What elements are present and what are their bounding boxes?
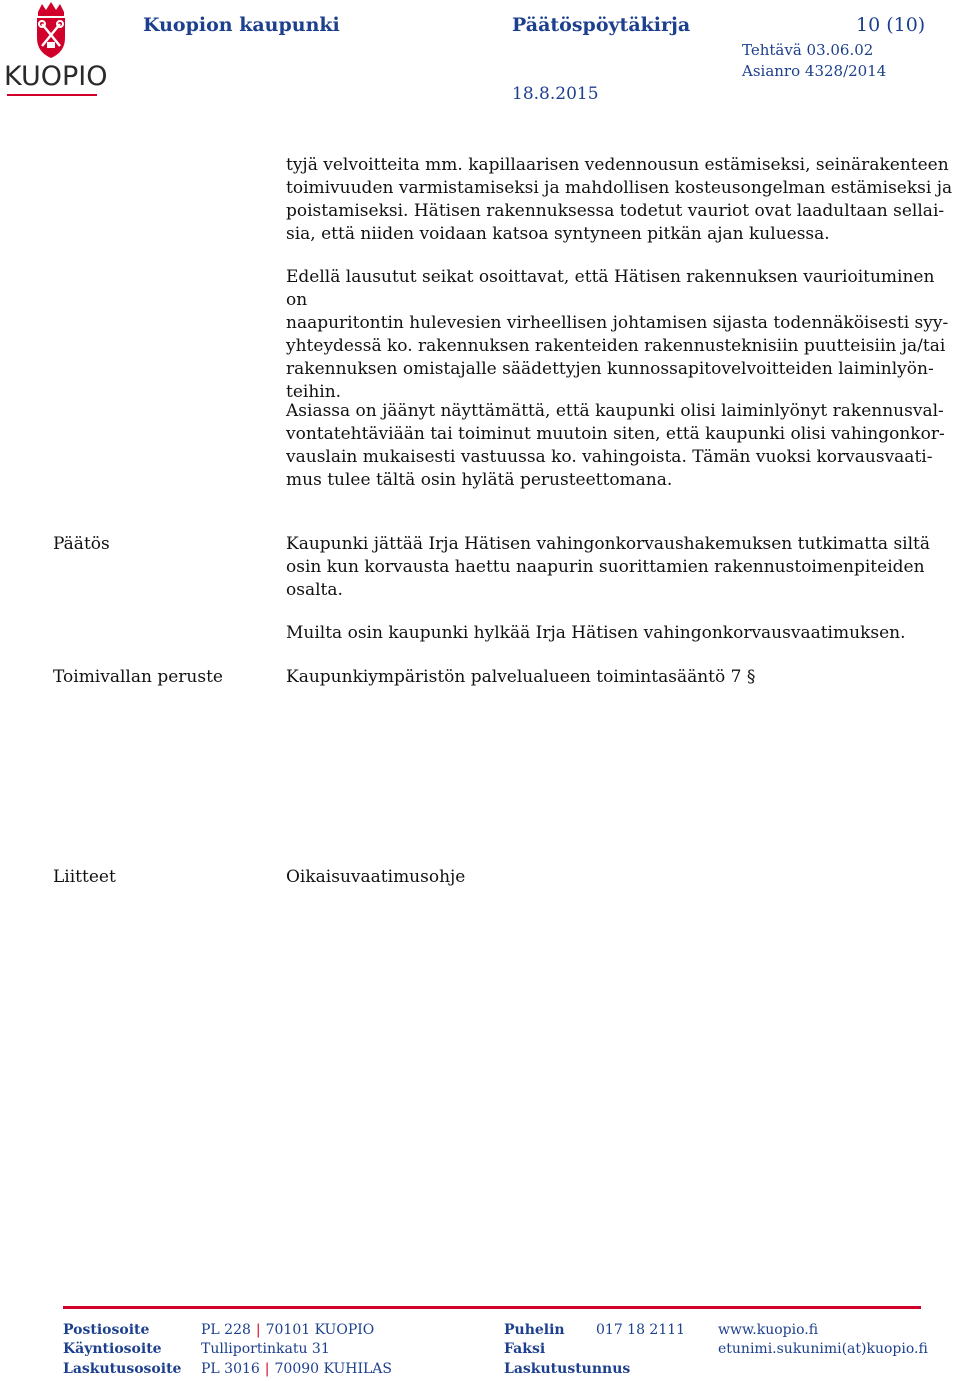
document-date: 18.8.2015 xyxy=(512,84,599,104)
footer-billing-city: 70090 KUHILAS xyxy=(274,1361,392,1377)
footer-postal-city: 70101 KUOPIO xyxy=(265,1322,375,1338)
kuopio-logo xyxy=(4,2,108,96)
authority-text: Kaupunkiympäristön palvelualueen toimintasääntö 7 § xyxy=(286,667,756,687)
coat-of-arms-icon xyxy=(34,2,68,60)
decision-label: Päätös xyxy=(53,534,110,554)
task-number: Tehtävä 03.06.02 xyxy=(742,41,874,59)
body-paragraph-1: tyjä velvoitteita mm. kapillaarisen vedennousun estämiseksi, seinärakenteen toimivuuden varmistamiseksi ja mahdollisen kosteusongelman estämiseksi ja poistamiseksi. Hätisen rakennuksessa todetut vauriot ovat laadultaan sellai- sia, että niiden voidaan katsoa syntyneen pitkän ajan kuluessa. xyxy=(286,155,953,244)
footer-billing-label: Laskutusosoite xyxy=(63,1361,182,1377)
footer-web-link[interactable]: www.kuopio.fi xyxy=(718,1322,819,1338)
case-number: Asianro 4328/2014 xyxy=(742,62,887,80)
footer-divider xyxy=(63,1306,921,1309)
footer-phone: 017 18 2111 xyxy=(596,1322,686,1338)
footer-visit-address: Tulliportinkatu 31 xyxy=(201,1341,330,1357)
decision-text-2: Muilta osin kaupunki hylkää Irja Hätisen vahingonkorvausvaatimuksen. xyxy=(286,623,906,643)
footer-separator: | xyxy=(255,1322,261,1338)
footer-billing-id-label: Laskutustunnus xyxy=(504,1361,631,1377)
attachments-text: Oikaisuvaatimusohje xyxy=(286,867,466,887)
body-paragraph-2: Edellä lausutut seikat osoittavat, että Hätisen rakennuksen vaurioituminen on naapuritontin hulevesien virheellisen johtamisen sijasta todennäköisesti syy- yhteydessä ko. rakennuksen rakenteiden rakennusteknisiin puutteisiin ja/tai rakennuksen omistajalle säädettyjen kunnossapitovelvoitteiden laiminlyön- teihin. xyxy=(286,267,949,402)
footer-email[interactable]: etunimi.sukunimi(at)kuopio.fi xyxy=(718,1341,928,1357)
logo-underline xyxy=(7,94,97,96)
footer-billing-address xyxy=(201,1360,392,1378)
body-paragraph-3: Asiassa on jäänyt näyttämättä, että kaupunki olisi laiminlyönyt rakennusval- vontatehtäviään tai toiminut muutoin siten, että kaupunki olisi vahingonkor- vauslain mukaisesti vastuussa ko. vahingoista. Tämän vuoksi korvausvaati- mus tulee tältä osin hylätä perusteettomana. xyxy=(286,401,945,490)
decision-text-1: Kaupunki jättää Irja Hätisen vahingonkorvaushakemuksen tutkimatta siltä osin kun korvausta haettu naapurin suorittamien rakennustoimenpiteiden osalta. xyxy=(286,534,931,600)
footer-fax-label: Faksi xyxy=(504,1341,546,1357)
attachments-label: Liitteet xyxy=(53,867,116,887)
authority-label: Toimivallan peruste xyxy=(53,667,223,687)
footer-billing-box: PL 3016 xyxy=(201,1361,260,1377)
footer-postal-address xyxy=(201,1321,374,1339)
footer-visit-label: Käyntiosoite xyxy=(63,1341,162,1357)
footer-phone-label: Puhelin xyxy=(504,1322,565,1338)
footer-postal-label: Postiosoite xyxy=(63,1322,150,1338)
footer-postal-box: PL 228 xyxy=(201,1322,251,1338)
document-type: Päätöspöytäkirja xyxy=(512,14,691,36)
footer-separator: | xyxy=(264,1361,270,1377)
logo-wordmark: KUOPIO xyxy=(4,61,108,92)
page-number: 10 (10) xyxy=(856,14,926,36)
organization-name: Kuopion kaupunki xyxy=(143,14,340,36)
